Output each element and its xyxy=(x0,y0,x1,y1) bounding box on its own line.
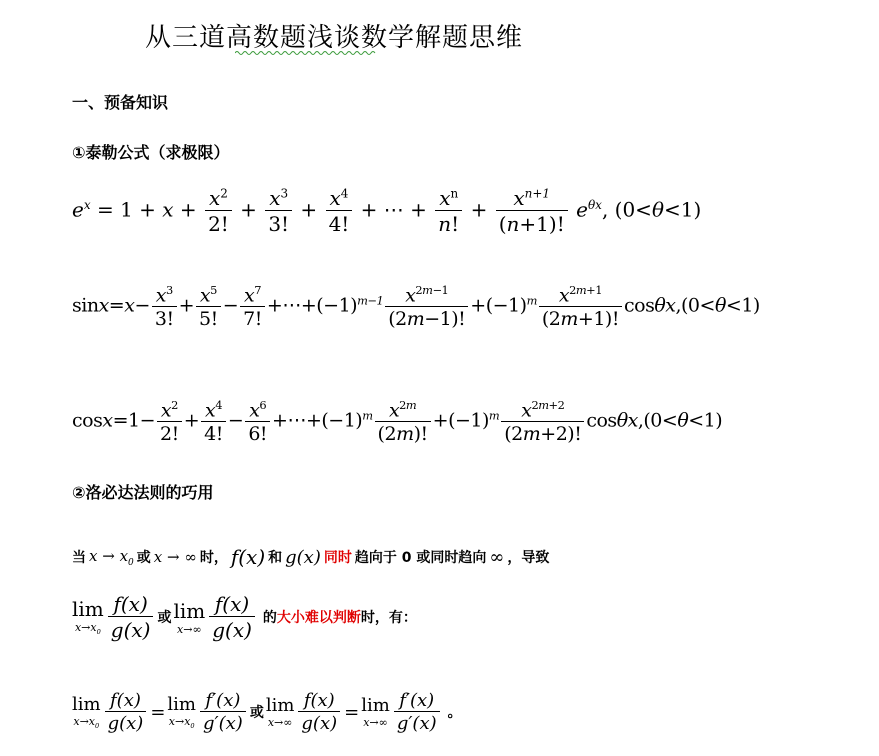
text-and: 和 xyxy=(268,550,283,566)
section-heading-lhopital: ②洛必达法则的巧用 xyxy=(72,483,214,502)
text-period: 。 xyxy=(447,705,462,721)
lhopital-result: lim $x\to x_0$ $\frac{f(x)}{g(x)}$ = lim $x\to x_0$ $\frac{f'(x)}{g'(x)}$ 或 lim x→∞ $\frac{f(x)}{g(x)}$ = lim x→∞ $\frac{f'(x)}{g'(x)}$ 。 xyxy=(72,690,462,734)
math-x-to-x0: $x \to x_0$ xyxy=(89,546,134,568)
page-title: 从三道高数题浅谈数学解题思维 xyxy=(145,23,524,53)
fraction-fprime-over-gprime: $\frac{f'(x)}{g'(x)}$ xyxy=(200,690,246,734)
fraction-fprime-over-gprime: $\frac{f'(x)}{g'(x)}$ xyxy=(394,690,440,734)
formula-sin-taylor: sinx=x− $\frac{x^3}{3!}$ + $\frac{x^5}{5!}$ − $\frac{x^7}{7!}$ $+\cdots+(-1)^{m-1}$ $\frac{x^{2m-1}}{(2m-1)!}$ $+(-1)^m$ $\frac{x^{2m+1}}{(2m+1)!}$ cosθx,(0<θ<1) xyxy=(72,283,760,331)
text-hard-to-judge: 大小难以判断 xyxy=(276,610,361,626)
limit-x-to-inf: lim x→∞ xyxy=(361,695,390,729)
limit-x-to-x0: lim $x\to x_0$ xyxy=(72,597,104,637)
limit-x-to-inf: lim x→∞ xyxy=(265,695,295,729)
formula-exp-taylor: $e^x = 1 + x$ + $\frac{x^2}{2!}$ + $\frac{x^3}{3!}$ + $\frac{x^4}{4!}$ + ⋯ + $\frac{x^n}{n!}$ + $\frac{x^{n+1}}{(n+1)!}$ $e^{\theta x}$, (0<θ<1) xyxy=(72,186,702,236)
lhopital-statement xyxy=(72,592,417,642)
math-gx: g(x) xyxy=(285,546,321,568)
text-or: 或 xyxy=(136,550,151,566)
fraction-f-over-g: $\frac{f(x)}{g(x)}$ xyxy=(298,690,340,734)
text-de: 的 xyxy=(262,610,277,626)
text-same-time: 同时 xyxy=(323,550,352,566)
text-or: 或 xyxy=(249,705,264,721)
limit-x-to-x0: lim $x\to x_0$ xyxy=(167,693,196,731)
text-when: 当 xyxy=(72,550,86,566)
section-heading-taylor: ①泰勒公式（求极限） xyxy=(72,143,230,162)
math-infinity: ∞ xyxy=(489,546,505,568)
formula-cos-taylor: cosx=1− $\frac{x^2}{2!}$ + $\frac{x^4}{4!}$ − $\frac{x^6}{6!}$ $+\cdots+(-1)^m$ $\frac{x^{2m}}{(2m)!}$ $+(-1)^m$ $\frac{x^{2m+2}}{(2m+2)!}$ cosθx,(0<θ<1) xyxy=(72,398,723,446)
limit-x-to-x0: lim $x\to x_0$ xyxy=(72,693,101,731)
fraction-f-over-g: $\frac{f(x)}{g(x)}$ xyxy=(105,690,147,734)
section-heading-prelim: 一、预备知识 xyxy=(72,93,169,112)
math-x-to-inf: x → ∞ xyxy=(153,548,197,566)
limit-x-to-inf: lim x→∞ xyxy=(173,598,206,636)
text-leads: ，导致 xyxy=(507,550,550,566)
text-or: 或 xyxy=(157,610,172,626)
spellcheck-underline xyxy=(235,50,377,55)
text-tends: 趋向于 0 或同时趋向 xyxy=(354,550,487,566)
fraction-f-over-g: $\frac{f(x)}{g(x)}$ xyxy=(209,592,255,642)
text-time: 时， xyxy=(199,550,228,566)
lhopital-condition xyxy=(72,545,549,569)
fraction-f-over-g: $\frac{f(x)}{g(x)}$ xyxy=(108,592,154,642)
text-have: 时，有： xyxy=(360,610,417,626)
math-fx: f(x) xyxy=(230,545,266,569)
